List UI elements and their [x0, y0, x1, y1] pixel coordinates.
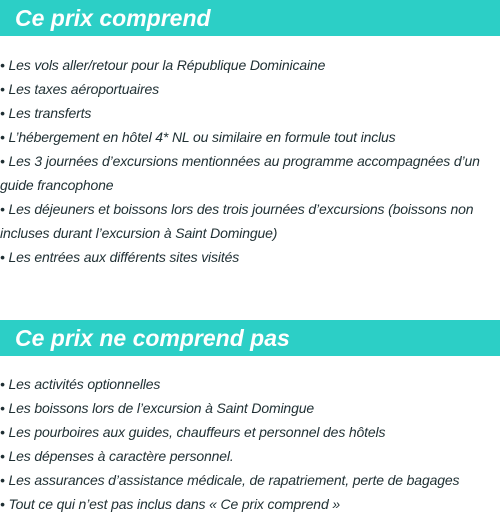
list-item: • Les boissons lors de l’excursion à Saint Domingue: [0, 400, 314, 416]
list-item: • Les assurances d’assistance médicale, de rapatriement, perte de bagages: [0, 472, 460, 488]
list-item: • Les pourboires aux guides, chauffeurs et personnel des hôtels: [0, 424, 386, 440]
list-item: • Les activités optionnelles: [0, 376, 161, 392]
list-item: • Les transferts: [0, 105, 92, 121]
list-item: • Les 3 journées d’excursions mentionnées au programme accompagnées d’un guide francophone: [0, 153, 480, 193]
price-excludes-list: [0, 372, 500, 516]
list-item: • Les déjeuners et boissons lors des trois journées d’excursions (boissons non incluses durant l’excursion à Saint Domingue): [0, 201, 474, 241]
price-excludes-section: [0, 320, 500, 516]
list-item: • L’hébergement en hôtel 4* NL ou similaire en formule tout inclus: [0, 129, 396, 145]
price-excludes-heading: Ce prix ne comprend pas: [0, 320, 500, 356]
price-includes-list: [0, 53, 500, 269]
list-item: • Les dépenses à caractère personnel.: [0, 448, 234, 464]
list-item: • Les vols aller/retour pour la République Dominicaine: [0, 57, 326, 73]
list-item: • Les entrées aux différents sites visités: [0, 249, 240, 265]
list-item: • Tout ce qui n’est pas inclus dans « Ce prix comprend »: [0, 496, 340, 512]
list-item: • Les taxes aéroportuaires: [0, 81, 159, 97]
price-includes-heading: Ce prix comprend: [0, 0, 500, 36]
